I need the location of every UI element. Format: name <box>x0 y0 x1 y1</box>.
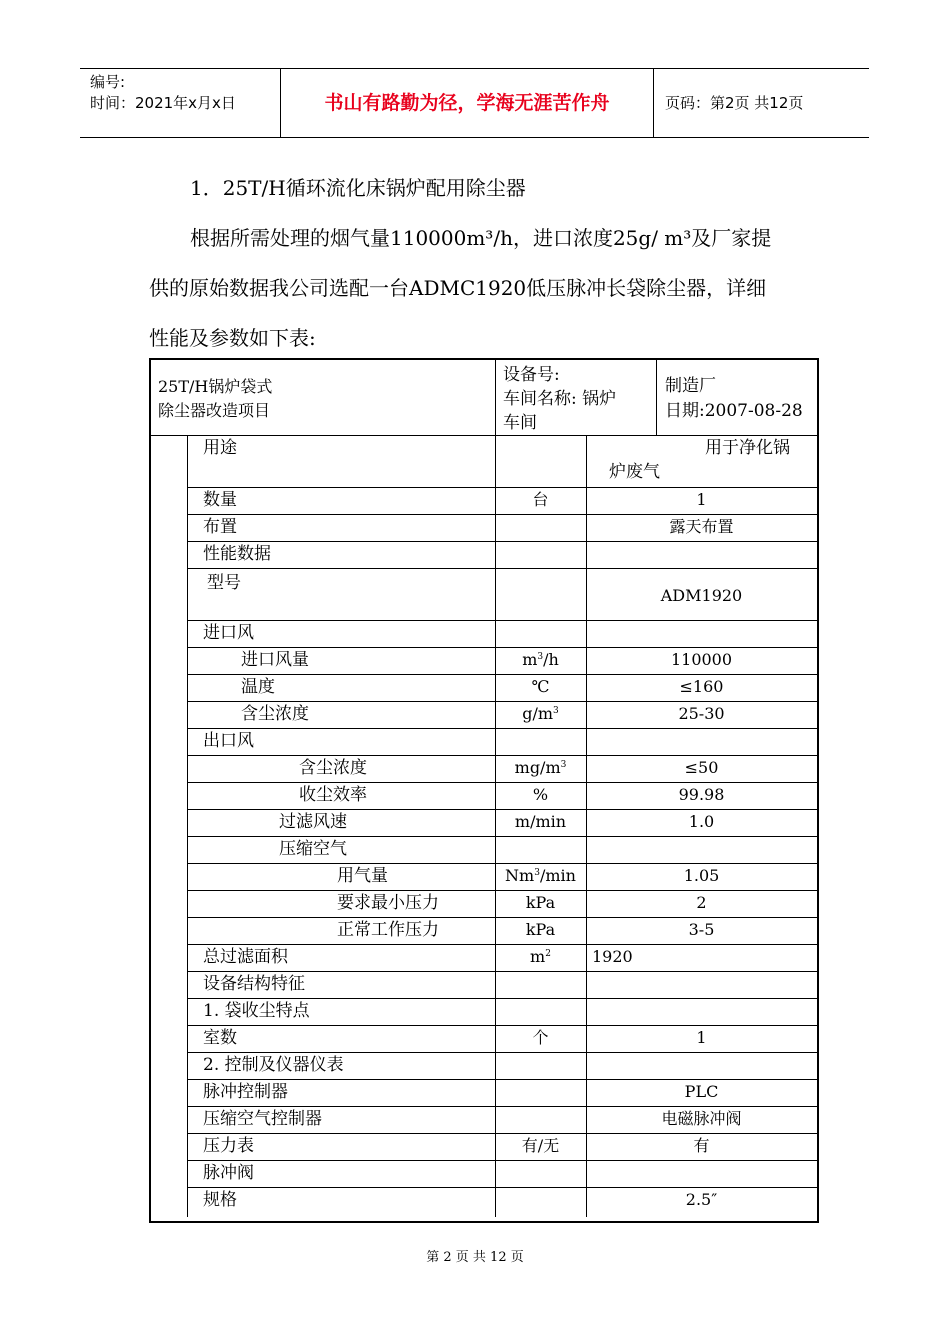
table-row-divider <box>187 809 817 810</box>
table-row-divider <box>187 514 817 515</box>
row-label: 数量 <box>203 490 237 510</box>
project-title-line1: 25T/H锅炉袋式 <box>158 377 273 396</box>
row-label: 压缩空气控制器 <box>203 1109 322 1129</box>
row-unit: 个 <box>532 1028 549 1047</box>
table-row-divider <box>187 674 817 675</box>
row-unit: Nm$^3$/min <box>505 866 576 885</box>
row-label: 性能数据 <box>203 544 271 564</box>
row-value-cont: 炉废气 <box>609 462 660 482</box>
row-unit: % <box>532 785 549 804</box>
row-label: 室数 <box>203 1028 237 1048</box>
paragraph-line-2: 供的原始数据我公司选配一台ADMC1920低压脉冲长袋除尘器，详细 <box>149 276 767 300</box>
table-row-divider <box>187 1079 817 1080</box>
table-row-divider <box>187 1160 817 1161</box>
page-header <box>80 68 869 138</box>
document-number-label: 编号: <box>90 73 126 91</box>
row-label: 进口风量 <box>241 650 309 670</box>
row-label: 1. 袋收尘特点 <box>203 1001 310 1021</box>
table-row-divider <box>187 1052 817 1053</box>
row-label: 总过滤面积 <box>203 947 288 967</box>
table-row-divider <box>187 487 817 488</box>
table-col-divider <box>187 435 188 1217</box>
table-row-divider <box>187 863 817 864</box>
paragraph-line-3: 性能及参数如下表: <box>149 326 316 350</box>
row-unit: $m^2$ <box>530 947 551 966</box>
table-row-divider <box>187 701 817 702</box>
row-value: 25-30 <box>678 704 725 723</box>
row-unit: $g/m^3$ <box>522 704 559 723</box>
table-row-divider <box>187 1133 817 1134</box>
row-value: 用于净化锅 <box>705 438 790 458</box>
table-row-divider <box>187 728 817 729</box>
row-label: 收尘效率 <box>299 785 367 805</box>
row-unit: 台 <box>532 490 549 509</box>
row-value: 99.98 <box>678 785 725 804</box>
header-motto: 书山有路勤为径，学海无涯苦作舟 <box>281 69 654 137</box>
row-unit: $mg/m^3$ <box>514 758 567 777</box>
row-unit: kPa <box>525 893 556 912</box>
manufacture-date: 日期:2007-08-28 <box>665 401 803 421</box>
row-label: 型号 <box>207 573 241 593</box>
row-value: ≤50 <box>684 758 719 777</box>
workshop-name-cont: 车间 <box>503 413 537 433</box>
table-row-divider <box>187 755 817 756</box>
table-header-divider <box>151 435 817 436</box>
equipment-number-label: 设备号: <box>503 365 560 385</box>
row-unit: ℃ <box>531 677 550 696</box>
row-unit: $m^3/h$ <box>522 650 559 669</box>
row-label: 规格 <box>203 1190 237 1210</box>
table-row-divider <box>187 541 817 542</box>
project-title-line2: 除尘器改造项目 <box>158 401 271 420</box>
row-label: 脉冲控制器 <box>203 1082 288 1102</box>
row-label: 压力表 <box>203 1136 254 1156</box>
row-label: 正常工作压力 <box>337 920 439 940</box>
table-row-divider <box>187 998 817 999</box>
row-value: 电磁脉冲阀 <box>661 1109 742 1128</box>
row-label: 2. 控制及仪器仪表 <box>203 1055 344 1075</box>
row-unit: m/min <box>514 812 567 831</box>
table-header-col-divider <box>495 360 496 435</box>
row-label: 含尘浓度 <box>241 704 309 724</box>
row-label: 用气量 <box>337 866 388 886</box>
row-value: 110000 <box>670 650 733 669</box>
page-footer: 第 2 页 共 12 页 <box>426 1250 524 1265</box>
row-label: 设备结构特征 <box>203 974 305 994</box>
table-row-divider <box>187 1187 817 1188</box>
table-row-divider <box>187 782 817 783</box>
row-label: 要求最小压力 <box>337 893 439 913</box>
row-label: 出口风 <box>203 731 254 751</box>
row-label: 压缩空气 <box>279 839 347 859</box>
row-label: 过滤风速 <box>279 812 347 832</box>
row-value: PLC <box>684 1082 719 1101</box>
row-label: 温度 <box>241 677 275 697</box>
paragraph-line-1: 根据所需处理的烟气量110000m³/h，进口浓度25g/ m³及厂家提 <box>190 226 772 250</box>
row-value: 2.5″ <box>685 1190 718 1209</box>
spec-table <box>149 358 819 1223</box>
row-value: 3-5 <box>688 920 715 939</box>
section-heading: 1．25T/H循环流化床锅炉配用除尘器 <box>190 176 526 200</box>
table-row-divider <box>187 620 817 621</box>
row-value: 1 <box>696 490 707 509</box>
row-value: 有 <box>693 1136 710 1155</box>
row-value: 2 <box>696 893 707 912</box>
workshop-name: 车间名称: 锅炉 <box>503 389 617 409</box>
row-value: 1920 <box>592 947 633 966</box>
table-row-divider <box>187 568 817 569</box>
row-label: 脉冲阀 <box>203 1163 254 1183</box>
header-page-number: 页码：第2页 共12页 <box>665 94 804 112</box>
table-row-divider <box>187 917 817 918</box>
table-row-divider <box>187 1025 817 1026</box>
table-row-divider <box>187 1106 817 1107</box>
table-row-divider <box>187 944 817 945</box>
row-value: 1.0 <box>688 812 715 831</box>
row-value: 1 <box>696 1028 707 1047</box>
table-header-col-divider <box>656 360 657 435</box>
row-value: 1.05 <box>683 866 720 885</box>
row-label: 进口风 <box>203 623 254 643</box>
table-row-divider <box>187 890 817 891</box>
table-row-divider <box>187 647 817 648</box>
table-row-divider <box>187 971 817 972</box>
document-time-label: 时间：2021年x月x日 <box>90 94 236 112</box>
header-meta <box>80 69 281 137</box>
row-value: ≤160 <box>679 677 724 696</box>
row-label: 布置 <box>203 517 237 537</box>
row-label: 用途 <box>203 438 237 458</box>
manufacturer-label: 制造厂 <box>665 376 716 396</box>
table-row-divider <box>187 836 817 837</box>
row-unit: 有/无 <box>521 1136 560 1155</box>
row-value: 露天布置 <box>669 517 734 536</box>
row-unit: kPa <box>525 920 556 939</box>
row-value: ADM1920 <box>660 586 743 605</box>
row-label: 含尘浓度 <box>299 758 367 778</box>
